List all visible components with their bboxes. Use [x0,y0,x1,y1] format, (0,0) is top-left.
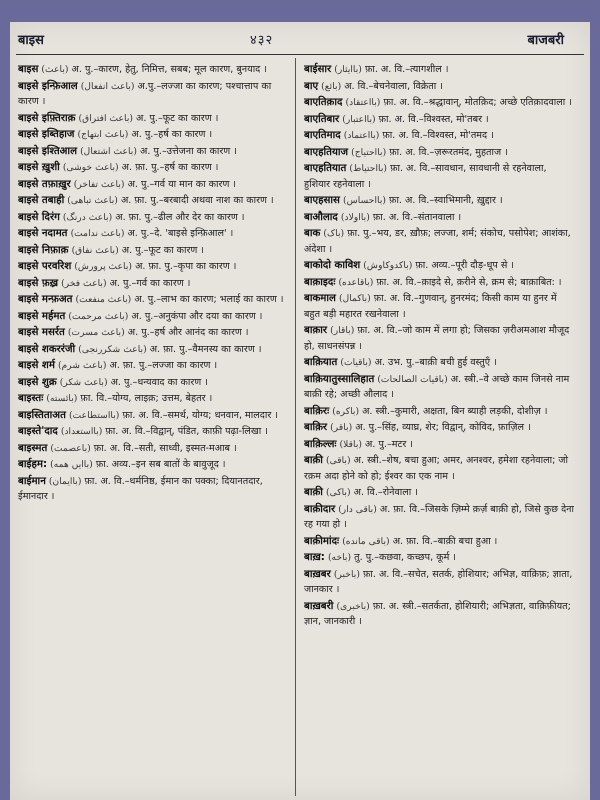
dictionary-entry [18,259,288,275]
entry-urdu-spelling: (باعث انفعال) [80,80,135,92]
entry-definition: फ़ा. अ. वि.–क़ाइदे से, क़रीने से, क्रम से; बाक़ाबित: । [376,276,562,288]
entry-urdu-spelling: (باعث تفاخر) [73,178,125,190]
entry-headword: बाइसे निफ़ाक़ [18,244,69,256]
entry-urdu-spelling: (باایں همه) [50,459,93,470]
entry-urdu-spelling: (باایثار) [334,64,362,75]
entry-urdu-spelling: (بااعتقاد) [345,97,381,108]
entry-urdu-spelling: (باقار) [330,325,355,336]
entry-definition: अ. फ़ा. वि.–जिसके ज़िम्मे क़र्ज़ बाक़ी हो, जिसे कुछ देना रह गया हो । [304,503,574,530]
dictionary-entry [304,226,574,257]
entry-headword: बाइसे इन्फ़िआल [18,80,78,92]
entry-headword: बाइसे इब्तिहाज [18,129,75,140]
entry-definition: फ़ा. अ. वि.–त्यागशील । [364,64,449,75]
entry-headword: बाइसे शर्म [18,360,55,371]
entry-definition: फ़ा. अ. वि.–विश्वस्त, मो'तमद । [382,130,494,141]
entry-definition: फ़ा. अ. वि.–धर्मनिष्ठ, ईमान का पक्का; दियानतदार, ईमानदार । [18,475,263,502]
entry-urdu-spelling: (بااولاد) [340,211,370,223]
dictionary-entry [18,243,288,259]
dictionary-entry [18,309,288,325]
entry-definition: अ. पु.–धन्यवाद का कारण । [110,376,208,388]
entry-definition: अ. फ़ा. वि.–बाक़ी बचा हुआ । [392,535,498,547]
entry-definition: अ. फ़ा. पु.–हर्ष का कारण । [121,162,219,173]
entry-definition: अ. स्त्री.–शेष, बचा हुआ; अमर, अनश्वर, हमेशा रहनेवाला; जो रक़म अदा होने को हो; ईश्वर का एक नाम । [304,455,568,482]
entry-definition: फ़ा. अ. वि.–स्वाभिमानी, ख़ुद्दार । [389,195,503,206]
entry-definition: अ. पु.–उत्तेजना का कारण । [140,145,237,157]
dictionary-entry [304,112,574,128]
entry-definition: फ़ा. अ. वि.–विद्वान्, पंडित, काफ़ी पढ़ा-लिखा । [105,426,268,437]
dictionary-entry [18,193,288,209]
entry-headword: बाएहतियाज [304,146,349,158]
entry-definition: अ. फ़ा. पु.–ढील और देर का कारण । [115,211,245,223]
entry-definition: फ़ा. अ. स्त्री.–सतर्कता, होशियारी; अभिज्ञता, वाक़िफ़ीयत; ज्ञान, जानकारी । [304,600,571,627]
entry-headword: बाकोदो काविश [304,260,361,271]
entry-definition: अ. पु.–लाभ का कारण; भलाई का कारण । [134,294,284,305]
dictionary-entry [304,534,574,550]
dictionary-entry [304,372,574,403]
dictionary-entry [18,127,288,143]
entry-headword: बाइसे मर्हमत [18,310,66,322]
entry-urdu-spelling: (باقلا) [339,438,362,450]
page-number: ४३२ [250,33,274,48]
entry-headword: बाक़ाइदः [304,276,336,288]
dictionary-entry [304,437,574,453]
dictionary-entry [304,420,574,436]
entry-headword: बाए [304,80,319,92]
entry-headword: बाइसे फ़ख़्र [18,277,59,289]
entry-headword: बाइसे तबाही [18,195,65,206]
entry-urdu-spelling: (باخه) [327,552,352,563]
entry-urdu-spelling: (باقاعده) [338,276,374,288]
entry-headword: बाएतिमाद [304,130,341,141]
entry-urdu-spelling: (بائع) [321,80,342,92]
entry-urdu-spelling: (باعث خوشی) [62,162,119,173]
entry-headword: बाईमान [18,475,46,487]
dictionary-entry [18,79,288,110]
dictionary-entry [18,160,288,176]
entry-urdu-spelling: (باکمال) [338,293,371,304]
entry-definition: अ. फ़ा. पु.–लज्जा का कारण । [109,360,218,371]
entry-definition: फ़ा. अ. वि.–ज़रूरतमंद, मुहताज । [389,146,508,158]
column-divider [295,58,296,796]
entry-definition: अ. फ़ा. पु.–कृपा का कारण । [135,261,237,272]
entry-definition: फ़ा. वि.–योग्य, लाइक़; उत्तम, बेहतर । [80,393,213,404]
entry-headword: बाक़ीदार [304,503,336,515]
entry-urdu-spelling: (باکدوکاوش) [363,260,413,271]
header-right-guideword: बाजबरी [527,33,564,48]
dictionary-entry [18,391,288,407]
dictionary-entry [304,599,574,630]
dictionary-entry [304,453,574,484]
entry-urdu-spelling: (بااحساس) [342,195,386,206]
dictionary-entry [304,161,574,192]
entry-headword: बाकमाल [304,293,336,304]
entry-urdu-spelling: (باک) [323,228,345,239]
entry-headword: बाइसे दिरंग [18,211,60,223]
entry-definition: तु. पु.–कछवा, कच्छप, कूर्म । [354,552,456,563]
dictionary-entry [18,408,288,424]
entry-urdu-spelling: (باایمان) [48,475,82,487]
entry-urdu-spelling: (باقی دار) [338,503,377,515]
header-rule [16,54,584,55]
entry-definition: अ. उभ. पु.–बाक़ी बची हुई वस्तुएँ । [374,357,497,368]
entry-definition: फ़ा. अ. वि.–जो काम में लगा हो; जिसका ज़रीअमआश मौजूद हो, साधनसंपन्न । [304,325,570,352]
entry-urdu-spelling: (باعث فخر) [61,277,107,289]
dictionary-entry [304,275,574,291]
left-column [18,62,288,796]
entry-urdu-spelling: (باعث اشتعال) [80,145,137,157]
dictionary-entry [304,145,574,161]
dictionary-entry [304,567,574,598]
page-header [10,26,590,52]
dictionary-entry [304,193,574,209]
entry-urdu-spelling: (باعث ابتهاج) [77,129,129,140]
dictionary-entry [304,323,574,354]
dictionary-entry [18,177,288,193]
entry-urdu-spelling: (باعث افتراق) [78,112,133,124]
entry-definition: फ़ा. पु.–भय, डर, ख़ौफ़; लज्जा, शर्म; संकोच, पसोपेश; आशंका, अंदेशा । [304,228,571,255]
entry-headword: बाक़िरः [304,405,330,417]
entry-headword: बाक [304,228,321,239]
entry-headword: बाइस [18,64,39,75]
entry-definition: फ़ा. अ. वि.–समर्थ, योग्य; धनवान, मालदार । [122,409,278,421]
entry-urdu-spelling: (باعث ندامت) [70,228,125,239]
entry-urdu-spelling: (باعث منفعت) [75,294,132,305]
entry-headword: बाऔलाद [304,211,338,223]
dictionary-entry [304,291,574,322]
entry-definition: फ़ा. अ. वि.–संतानवाला । [372,211,462,223]
entry-urdu-spelling: (باقی) [325,455,351,466]
entry-headword: बाइसे इफ़्तिराक़ [18,112,76,124]
entry-headword: बाइसे इश्तिआल [18,145,77,157]
entry-headword: बाइसे शकररंजी [18,343,76,355]
entry-headword: बाक़ियातुस्सालिहात [304,373,375,385]
entry-urdu-spelling: (باعث مرحمت) [68,310,129,322]
entry-headword: बाईसार [304,64,332,75]
entry-headword: बाक़ी [304,487,323,498]
entry-urdu-spelling: (باقیات الصالحات) [377,373,448,385]
entry-definition: फ़ा. अव्य.–पूरी दौड़-धूप से । [415,260,515,271]
entry-headword: बाएतिक़ाद [304,97,343,108]
entry-definition: अ. पु.–मटर । [365,438,413,450]
entry-headword: बाइसे मन्फ़अत [18,294,73,305]
entry-headword: बाइसे परवरिश [18,261,72,272]
entry-definition: अ. पु.–अनुकंपा और दया का कारण । [131,310,263,322]
entry-definition: अ.पु.–लज्जा का कारण; पश्चात्ताप का कारण । [18,80,272,107]
entry-definition: अ. पु.–गर्व या मान का कारण । [127,178,237,190]
entry-definition: अ. स्त्री.–कुमारी, अक्षता, बिन ब्याही लड़की, दोशीज़ । [362,405,548,417]
entry-headword: बाक़िल्लः [304,438,337,450]
entry-definition: फ़ा. अ. वि.–सचेत, सतर्क, होशियार; अभिज्ञ, वाक़िफ़; ज्ञाता, जानकार । [304,568,573,595]
entry-urdu-spelling: (باکی) [325,487,351,498]
entry-headword: बाख़: [304,552,325,563]
entry-urdu-spelling: (باقی مانده) [342,535,390,547]
dictionary-entry [18,292,288,308]
entry-definition: अ. पु.–कारण, हेतु, निमित्त, सबब; मूल कारण, बुनयाद । [71,64,267,75]
dictionary-entry [304,404,574,420]
dictionary-page [10,22,590,800]
entry-urdu-spelling: (باعث) [41,64,69,75]
entry-urdu-spelling: (بااستعداد) [60,426,103,437]
dictionary-entry [304,258,574,274]
entry-definition: फ़ा. अ. वि.–विश्वस्त, मो'तबर । [378,113,489,125]
dictionary-entry [18,441,288,457]
entry-headword: बाइस्मत [18,442,48,454]
entry-definition: अ. फ़ा. पु.–बरबादी अथवा नाश का कारण । [120,195,274,206]
entry-urdu-spelling: (باقیات) [340,357,372,368]
entry-urdu-spelling: (بااعتبار) [342,113,376,125]
dictionary-entry [304,550,574,566]
dictionary-entry [304,502,574,533]
entry-urdu-spelling: (باعصمت) [50,442,91,454]
entry-headword: बाख़बर [304,568,331,580]
entry-urdu-spelling: (بااستطاعت) [68,409,120,421]
dictionary-entry [304,355,574,371]
entry-definition: अ. पु.–फूट का कारण । [136,112,219,124]
entry-urdu-spelling: (باعث شکر) [59,376,108,388]
entry-urdu-spelling: (باعث شکررنجی) [78,343,147,355]
entry-definition: अ. फ़ा. पु.–वैमनस्य का कारण । [149,343,262,355]
entry-definition: अ. पु.–हर्ष का कारण । [131,129,213,140]
dictionary-entry [304,128,574,144]
dictionary-entry [304,210,574,226]
entry-headword: बाएहसास [304,195,340,206]
entry-urdu-spelling: (باعث شرم) [57,360,107,371]
entry-headword: बाक़ी [304,455,323,466]
entry-definition: फ़ा. अ. वि.–श्रद्धावान्, मोतक़िद; अच्छे एतिक़ादवाला । [383,97,572,108]
right-column [304,62,574,796]
dictionary-entry [18,375,288,391]
dictionary-entry [18,62,288,78]
entry-definition: अ. पु.–गर्व का कारण । [109,277,191,289]
entry-definition: अ. वि.–बेचनेवाला, विक्रेता । [344,80,443,92]
entry-headword: बाईहम: [18,459,48,470]
dictionary-entry [18,424,288,440]
dictionary-entry [18,111,288,127]
entry-headword: बाइस्तः [18,393,44,404]
entry-headword: बाइसे नदामत [18,228,68,239]
entry-headword: बाक़िर [304,422,328,433]
dictionary-entry [18,474,288,505]
dictionary-entry [18,457,288,473]
entry-headword: बाइसे तफ़ाख़ुर [18,178,71,190]
dictionary-entry [18,144,288,160]
entry-definition: फ़ा. अ. वि.–सावधान, सावधानी से रहनेवाला, हुशियार रहनेवाला । [304,163,547,190]
entry-headword: बाक़ियात [304,357,338,368]
entry-urdu-spelling: (باعث پرورش) [74,261,132,272]
entry-urdu-spelling: (باعث درنگ) [62,211,113,223]
entry-urdu-spelling: (بااحتیاج) [351,146,387,158]
entry-definition: अ. वि.–रोनेवाला । [353,487,418,498]
entry-urdu-spelling: (باخبر) [333,568,360,580]
entry-headword: बाक़ीमांदः [304,535,340,547]
entry-urdu-spelling: (بااحتیاط) [349,163,387,174]
entry-headword: बाक़ार [304,325,328,336]
dictionary-entry [304,62,574,78]
entry-urdu-spelling: (باعث تباهی) [67,195,118,206]
entry-urdu-spelling: (باعث نفاق) [71,244,119,256]
entry-urdu-spelling: (باعث مسرت) [67,327,125,338]
header-left-guideword: बाइस [18,33,44,48]
entry-definition: अ. स्त्री.–वे अच्छे काम जिनसे नाम बाक़ी रहे; अच्छी औलाद । [304,373,570,400]
entry-definition: अ. पु.–दे. 'बाइसे इन्फ़िआल' । [127,228,234,239]
entry-headword: बाख़बरी [304,600,334,612]
dictionary-entry [304,485,574,501]
entry-headword: बाएहतियात [304,163,347,174]
dictionary-entry [304,79,574,95]
entry-definition: फ़ा. अ. वि.–गुणवान्, हुनरमंद; किसी काम या हुनर में बहुत बड़ी महारत रखनेवाला । [304,293,557,320]
entry-urdu-spelling: (باکره) [332,405,360,417]
entry-urdu-spelling: (باقر) [330,422,353,433]
dictionary-entry [18,358,288,374]
dictionary-entry [304,95,574,111]
entry-headword: बाएतिबार [304,113,340,125]
dictionary-entry [18,226,288,242]
dictionary-entry [18,276,288,292]
entry-urdu-spelling: (بااعتماد) [343,130,380,141]
dictionary-entry [18,325,288,341]
entry-urdu-spelling: (باخبری) [336,600,370,612]
dictionary-entry [18,342,288,358]
entry-definition: अ. पु.–सिंह, व्याघ्र, शेर; विद्वान्, कोविद, फ़ाज़िल । [355,422,531,433]
entry-definition: अ. पु.–फूट का कारण । [121,244,205,256]
entry-headword: बाइसे ख़ुशी [18,162,60,173]
dictionary-entry [18,210,288,226]
entry-definition: अ. पु.–हर्ष और आनंद का कारण । [127,327,249,338]
entry-headword: बाइस्तिताअत [18,409,66,421]
entry-urdu-spelling: (بائسته) [46,393,78,404]
entry-headword: बाइसे मसर्रत [18,327,65,338]
entry-headword: बाइसे शुक्र [18,376,57,388]
entry-headword: बाइस्ते'दाद [18,426,58,437]
entry-definition: फ़ा. अ. वि.–सती, साध्वी, इस्मत-मआब । [93,442,237,454]
entry-definition: फ़ा. अव्य.–इन सब बातों के बावुजूद । [95,459,226,470]
